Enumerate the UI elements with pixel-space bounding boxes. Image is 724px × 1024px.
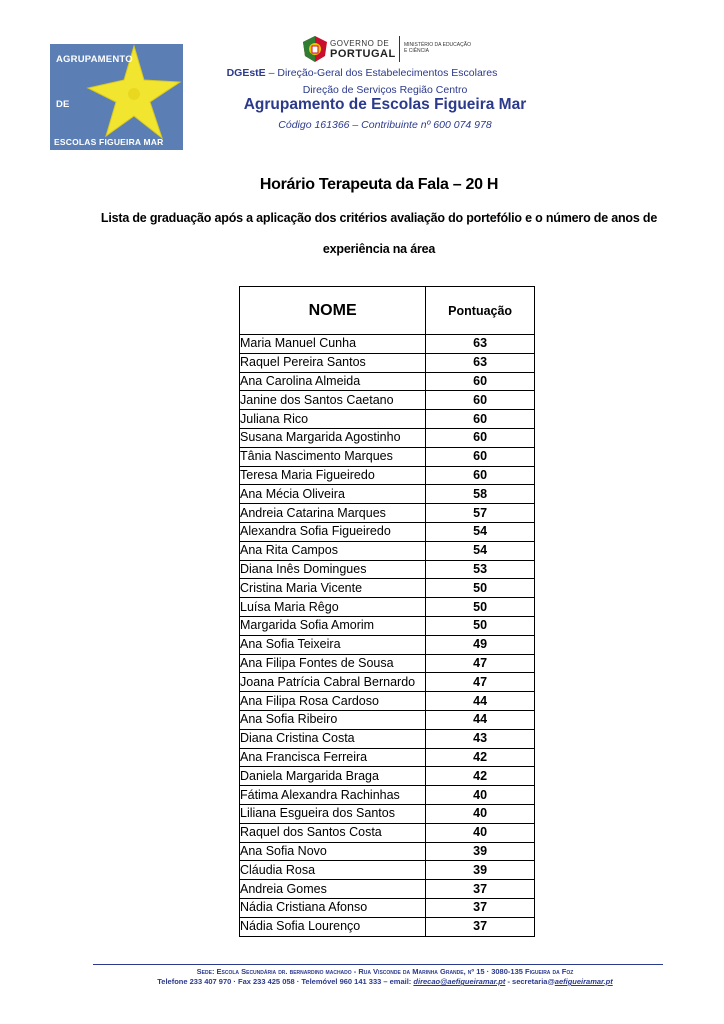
table-row	[240, 880, 535, 899]
table-row	[240, 616, 535, 635]
table-row	[240, 447, 535, 466]
row-name: Nádia Sofia Lourenço	[240, 917, 426, 936]
row-score: 43	[426, 729, 535, 748]
row-score: 60	[426, 372, 535, 391]
row-score: 63	[426, 335, 535, 354]
row-name: Maria Manuel Cunha	[240, 335, 426, 354]
row-name: Fátima Alexandra Rachinhas	[240, 786, 426, 805]
table-row	[240, 579, 535, 598]
row-score: 60	[426, 428, 535, 447]
row-name: Luísa Maria Rêgo	[240, 598, 426, 617]
government-logo	[303, 36, 483, 64]
row-score: 60	[426, 391, 535, 410]
row-score: 42	[426, 748, 535, 767]
row-name: Ana Carolina Almeida	[240, 372, 426, 391]
row-name: Ana Francisca Ferreira	[240, 748, 426, 767]
row-score: 47	[426, 654, 535, 673]
footer-divider	[93, 964, 663, 965]
row-name: Diana Inês Domingues	[240, 560, 426, 579]
dgeste-full: – Direção-Geral dos Estabelecimentos Escolares	[268, 67, 498, 79]
table-row	[240, 898, 535, 917]
table-row	[240, 654, 535, 673]
table-row	[240, 485, 535, 504]
logo-text-line1: AGRUPAMENTO	[56, 54, 133, 65]
row-name: Diana Cristina Costa	[240, 729, 426, 748]
table-row	[240, 466, 535, 485]
footer-contacts	[0, 977, 724, 986]
row-score: 58	[426, 485, 535, 504]
row-score: 40	[426, 786, 535, 805]
row-name: Liliana Esgueira dos Santos	[240, 804, 426, 823]
table-row	[240, 710, 535, 729]
header-score: Pontuação	[426, 287, 535, 335]
table-row	[240, 391, 535, 410]
dgeste-abbr: DGEstE	[226, 67, 266, 79]
table-row	[240, 861, 535, 880]
row-name: Susana Margarida Agostinho	[240, 428, 426, 447]
table-row	[240, 372, 535, 391]
gov-text-big: PORTUGAL	[330, 48, 396, 60]
row-score: 50	[426, 598, 535, 617]
table-row	[240, 729, 535, 748]
table-row	[240, 541, 535, 560]
row-name: Janine dos Santos Caetano	[240, 391, 426, 410]
row-score: 54	[426, 541, 535, 560]
table-row	[240, 598, 535, 617]
row-name: Ana Filipa Fontes de Sousa	[240, 654, 426, 673]
header-name: NOME	[240, 287, 426, 335]
logo-text-line3: ESCOLAS FIGUEIRA MAR	[54, 137, 164, 147]
document-title: Horário Terapeuta da Fala – 20 H	[259, 176, 499, 193]
codigo-line: Código 161366 – Contribuinte nº 600 074 978	[278, 119, 492, 131]
row-name: Ana Filipa Rosa Cardoso	[240, 692, 426, 711]
portugal-emblem-icon	[303, 36, 327, 62]
table-body	[240, 335, 535, 937]
row-score: 57	[426, 504, 535, 523]
footer-sep: - secretaria@	[507, 977, 555, 986]
row-name: Tânia Nascimento Marques	[240, 447, 426, 466]
row-score: 37	[426, 880, 535, 899]
table-row	[240, 335, 535, 354]
row-score: 60	[426, 410, 535, 429]
row-score: 53	[426, 560, 535, 579]
row-name: Margarida Sofia Amorim	[240, 616, 426, 635]
dgeste-line	[0, 67, 724, 79]
row-score: 44	[426, 710, 535, 729]
table-row	[240, 673, 535, 692]
email-direcao-link[interactable]: direcao@aefigueiramar.pt	[413, 977, 506, 986]
table-row	[240, 428, 535, 447]
table-row	[240, 353, 535, 372]
row-name: Raquel dos Santos Costa	[240, 823, 426, 842]
row-score: 50	[426, 579, 535, 598]
table-row	[240, 410, 535, 429]
logo-text-line2: DE	[56, 99, 70, 110]
row-score: 40	[426, 804, 535, 823]
row-name: Cristina Maria Vicente	[240, 579, 426, 598]
table-row	[240, 504, 535, 523]
row-score: 40	[426, 823, 535, 842]
gov-text-small: GOVERNO DE	[330, 39, 390, 48]
table-row	[240, 823, 535, 842]
row-score: 37	[426, 898, 535, 917]
row-name: Cláudia Rosa	[240, 861, 426, 880]
row-score: 54	[426, 522, 535, 541]
row-name: Daniela Margarida Braga	[240, 767, 426, 786]
row-name: Ana Sofia Novo	[240, 842, 426, 861]
row-score: 63	[426, 353, 535, 372]
row-name: Ana Rita Campos	[240, 541, 426, 560]
document-subtitle: Lista de graduação após a aplicação dos critérios avaliação do portefólio e o número de anos de experiência na área	[100, 211, 658, 256]
graduation-table	[239, 286, 535, 937]
row-score: 60	[426, 466, 535, 485]
table-row	[240, 767, 535, 786]
row-score: 49	[426, 635, 535, 654]
table-row	[240, 917, 535, 936]
table-row	[240, 804, 535, 823]
row-score: 50	[426, 616, 535, 635]
agrupamento-name: Agrupamento de Escolas Figueira Mar	[243, 96, 527, 113]
table-row	[240, 560, 535, 579]
row-score: 47	[426, 673, 535, 692]
row-name: Andreia Gomes	[240, 880, 426, 899]
row-score: 42	[426, 767, 535, 786]
row-name: Nádia Cristiana Afonso	[240, 898, 426, 917]
row-name: Ana Sofia Ribeiro	[240, 710, 426, 729]
gov-divider	[399, 36, 400, 62]
table-row	[240, 522, 535, 541]
row-name: Raquel Pereira Santos	[240, 353, 426, 372]
email-secretaria-link[interactable]: aefigueiramar.pt	[554, 977, 613, 986]
table-row	[240, 786, 535, 805]
row-name: Joana Patrícia Cabral Bernardo	[240, 673, 426, 692]
row-name: Ana Mécia Oliveira	[240, 485, 426, 504]
row-score: 39	[426, 842, 535, 861]
row-score: 39	[426, 861, 535, 880]
table-row	[240, 692, 535, 711]
row-name: Alexandra Sofia Figueiredo	[240, 522, 426, 541]
table-row	[240, 842, 535, 861]
row-name: Teresa Maria Figueiredo	[240, 466, 426, 485]
footer-phone: Telefone 233 407 970 · Fax 233 425 058 · Telemóvel 960 141 333 – email:	[157, 977, 412, 986]
row-name: Juliana Rico	[240, 410, 426, 429]
row-score: 37	[426, 917, 535, 936]
row-name: Andreia Catarina Marques	[240, 504, 426, 523]
row-score: 44	[426, 692, 535, 711]
regiao-line: Direção de Serviços Região Centro	[302, 84, 468, 96]
row-score: 60	[426, 447, 535, 466]
ministry-name: MINISTÉRIO DA EDUCAÇÃO E CIÊNCIA	[404, 42, 471, 54]
footer-address: Sede: Escola Secundária dr. bernardino machado - Rua Visconde da Marinha Grande, nº 15 · 3080-135 Figueira da Foz	[196, 967, 574, 976]
table-row	[240, 748, 535, 767]
row-name: Ana Sofia Teixeira	[240, 635, 426, 654]
table-header-row	[240, 287, 535, 335]
table-row	[240, 635, 535, 654]
